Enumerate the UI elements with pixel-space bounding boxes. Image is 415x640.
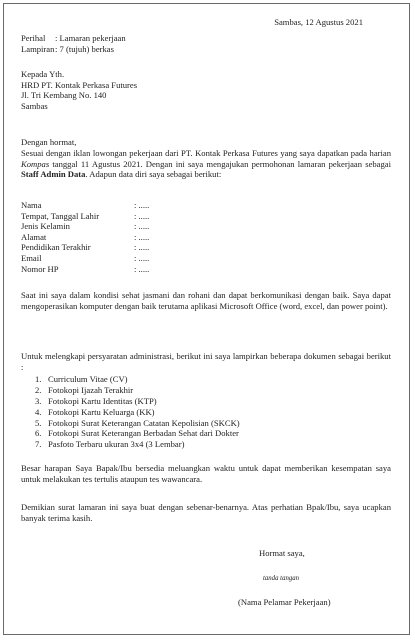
list-item [35,374,240,385]
attachment-count-value: : 7 (tujuh) berkas [55,44,114,54]
subject-value: : Lamaran pekerjaan [55,33,126,43]
recipient-company: HRD PT. Kontak Perkasa Futures [21,79,138,90]
list-text: Curriculum Vitae (CV) [48,374,128,384]
data-value: : ..... [134,210,150,221]
condition-paragraph: Saat ini saya dalam kondisi sehat jasmani dan rohani dan dapat berkomunikasi dengan baik. Saya dapat mengoperasikan komputer dengan baik terutama aplikasi Microsoft Office (word, excel, dan power point). [21,290,391,311]
data-value: : ..... [134,231,150,242]
hope-paragraph: Besar harapan Saya Bapak/Ibu bersedia meluangkan waktu untuk dapat memberikan kesempatan saya untuk melakukan tes tertulis ataupun tes wawancara. [21,463,391,484]
list-number: 4. [35,406,42,417]
letter-date: Sambas, 12 Agustus 2021 [274,17,363,27]
closing-salutation: Hormat saya, [259,548,305,558]
data-row [21,264,149,275]
closing-paragraph: Demikian surat lamaran ini saya buat dengan sebenar-benarnya. Atas perhatian Bpak/Ibu, saya ucapkan banyak terima kasih. [21,502,391,523]
data-label: Nama [21,200,42,210]
data-row [21,221,149,232]
subject-row [21,33,126,44]
attachments-list [35,374,240,450]
data-value: : ..... [134,252,150,263]
signature-placeholder: tanda tangan [263,575,300,582]
list-number: 3. [35,395,42,406]
opening-text-b: tanggal 11 Agustus 2021. Dengan ini saya mengajukan permohonan lamaran pekerjaan sebagai [49,158,391,169]
list-item [35,396,240,407]
list-item [35,428,240,439]
attachments-intro: Untuk melengkapi persyaratan administrasi, berikut ini saya lampirkan beberapa dokumen sebagai berikut : [21,351,391,372]
position-name: Staff Admin Data [21,169,86,180]
greeting: Dengan hormat, [21,137,77,147]
list-text: Pasfoto Terbaru ukuran 3x4 (3 Lembar) [48,439,185,450]
data-label: Email [21,252,42,263]
recipient-salutation: Kepada Yth. [21,69,65,79]
attachment-count-label: Lampiran [21,44,55,54]
list-text: Fotokopi Ijazah Terakhir [48,384,134,395]
list-text: Fotokopi Surat Keterangan Berbadan Sehat dari Dokter [48,428,239,439]
list-number: 1. [35,374,42,384]
recipient-city: Sambas [21,100,48,111]
data-label: Nomor HP [21,263,59,274]
data-row [21,200,149,211]
data-row [21,253,149,264]
data-value: : ..... [134,200,150,210]
recipient-block [21,69,137,111]
data-row [21,232,149,243]
list-item [35,385,240,396]
data-row [21,211,149,222]
subject-label: Perihal [21,33,46,43]
attachment-count-row [21,44,114,55]
list-item [35,407,240,418]
list-number: 2. [35,384,42,395]
data-value: : ..... [134,263,150,274]
opening-text-a: Sesuai dengan iklan lowongan pekerjaan dari PT. Kontak Perkasa Futures yang saya dapatkan pada harian [21,148,391,158]
personal-data-table [21,200,149,274]
opening-paragraph [21,148,391,180]
recipient-street: Jl. Tri Kembang No. 140 [21,90,107,101]
data-label: Pendidikan Terakhir [21,242,91,253]
list-number: 7. [35,439,42,450]
data-label: Tempat, Tanggal Lahir [21,210,100,221]
data-value: : ..... [134,221,150,232]
data-row [21,242,149,253]
list-item [35,418,240,429]
data-label: Jenis Kelamin [21,221,70,232]
list-text: Fotokopi Kartu Identitas (KTP) [48,395,157,406]
list-number: 6. [35,428,42,439]
data-value: : ..... [134,242,150,253]
list-text: Fotokopi Kartu Keluarga (KK) [48,406,155,417]
opening-text-c: . Adapun data diri saya sebagai berikut: [85,169,222,180]
signer-name: (Nama Pelamar Pekerjaan) [238,597,331,607]
newspaper-name: Kompas [21,158,50,169]
list-number: 5. [35,417,42,428]
data-label: Alamat [21,231,47,242]
list-item [35,439,240,450]
list-text: Fotokopi Surat Keterangan Catatan Kepolisian (SKCK) [48,417,240,428]
